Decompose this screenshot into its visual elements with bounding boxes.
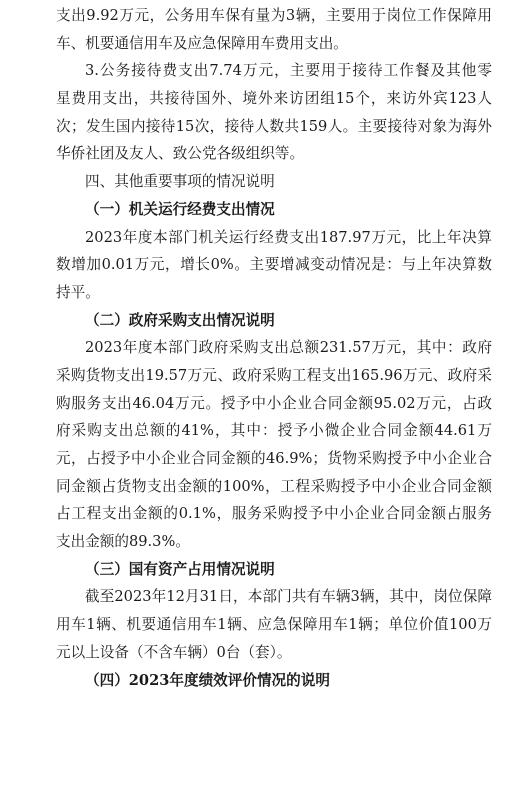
paragraph-line: 2023年度本部门机关运行经费支出187.97万元，比上年决算 xyxy=(85,228,492,246)
paragraph-line: 占工程支出金额的0.1%，服务采购授予中小企业合同金额占服务 xyxy=(56,505,492,523)
paragraph-line: 截至2023年12月31日，本部门共有车辆3辆，其中，岗位保障 xyxy=(85,588,492,606)
paragraph-line: 采购货物支出19.57万元、政府采购工程支出165.96万元、政府采 xyxy=(56,366,492,384)
paragraph-line: 数增加0.01万元，增长0%。主要增减变动情况是：与上年决算数 xyxy=(56,256,492,274)
paragraph-line: 购服务支出46.04万元。授予中小企业合同金额95.02万元，占政 xyxy=(56,394,492,412)
paragraph-line: 元，占授予中小企业合同金额的46.9%；货物采购授予中小企业合 xyxy=(56,450,492,467)
paragraph-line: 元以上设备（不含车辆）0台（套）。 xyxy=(56,643,292,661)
subsection-heading: （一）机关运行经费支出情况 xyxy=(85,200,275,218)
paragraph-line: 用车1辆、机要通信用车1辆、应急保障用车1辆；单位价值100万 xyxy=(56,616,492,634)
subsection-heading: （四）2023年度绩效评价情况的说明 xyxy=(85,671,330,689)
paragraph-line: 华侨社团及友人、致公党各级组织等。 xyxy=(56,145,305,163)
paragraph-line: 次；发生国内接待15次，接待人数共159人。主要接待对象为海外 xyxy=(56,117,492,135)
paragraph-line: 支出9.92万元，公务用车保有量为3辆，主要用于岗位工作保障用 xyxy=(56,7,492,24)
paragraph-line: 持平。 xyxy=(56,283,100,301)
section-heading: 四、其他重要事项的情况说明 xyxy=(85,173,275,191)
subsection-heading: （三）国有资产占用情况说明 xyxy=(85,560,275,578)
paragraph-line: 3.公务接待费支出7.74万元，主要用于接待工作餐及其他零 xyxy=(85,62,492,80)
paragraph-line: 府采购支出总额的41%，其中：授予小微企业合同金额44.61万 xyxy=(56,422,492,440)
paragraph-line: 2023年度本部门政府采购支出总额231.57万元，其中：政府 xyxy=(85,339,492,357)
paragraph-line: 星费用支出，共接待国外、境外来访团组15个，来访外宾123人 xyxy=(56,90,492,108)
paragraph-line: 同金额占货物支出金额的100%，工程采购授予中小企业合同金额 xyxy=(56,477,492,495)
subsection-heading: （二）政府采购支出情况说明 xyxy=(85,311,275,329)
document-page xyxy=(56,6,492,698)
paragraph-line: 支出金额的89.3%。 xyxy=(56,533,190,551)
paragraph-line: 车、机要通信用车及应急保障用车费用支出。 xyxy=(56,34,348,52)
